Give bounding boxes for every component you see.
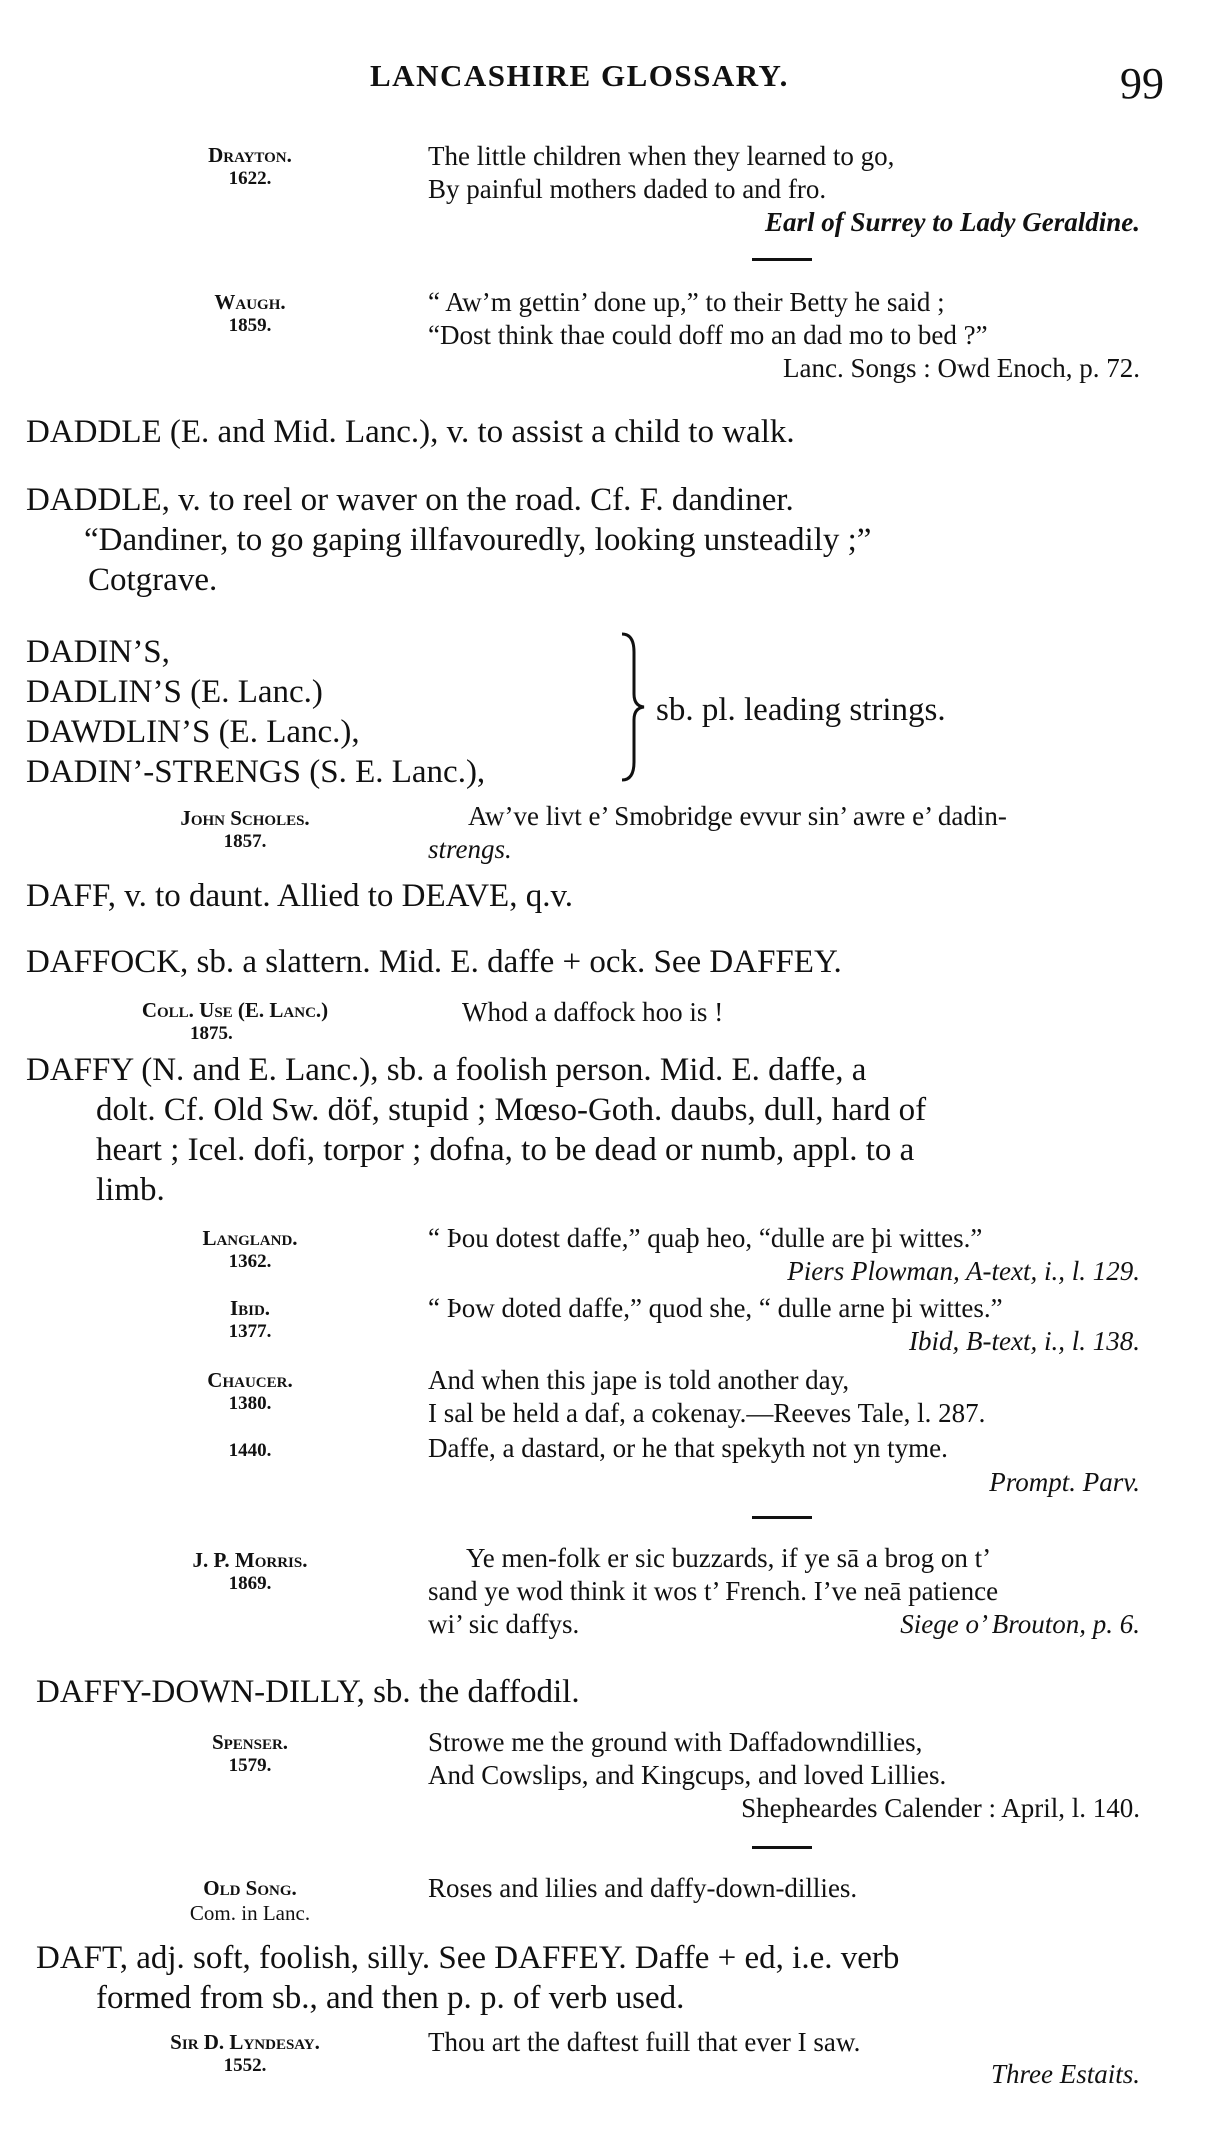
section-rule [752, 1516, 812, 1519]
quote-citation-langland: Piers Plowman, A-text, i., l. 129. [787, 1256, 1140, 1286]
quote-text-lyndesay: Thou art the daftest fuill that ever I saw. [428, 2027, 861, 2057]
quote-text-langland: “ Þou dotest daffe,” quaþ heo, “dulle are þi wittes.” [428, 1223, 983, 1253]
quote-citation-1440: Prompt. Parv. [989, 1467, 1140, 1497]
quote-source-1440: 1440. [228, 1440, 272, 1461]
quote-citation-waugh: Lanc. Songs : Owd Enoch, p. 72. [783, 353, 1140, 383]
quote-text-1440: Daffe, a dastard, or he that spekyth not yn tyme. [428, 1433, 948, 1463]
quote-text-old-song: Roses and lilies and daffy-down-dillies. [428, 1873, 858, 1903]
entry-daffy: DAFFY (N. and E. Lanc.), sb. a foolish person. Mid. E. daffe, a dolt. Cf. Old Sw. döf, stupid ; Mœso-Goth. daubs, dull, hard of heart ; Icel. dofi, torpor ; dofna, to be dead or numb, appl. to a limb. [26, 1052, 927, 1208]
quote-source-coll-use: Coll. Use (E. Lanc.) 1875. [141, 998, 329, 1044]
grouping-brace [620, 632, 646, 782]
quote-source-lyndesay: Sir D. Lyndesay. 1552. [170, 2030, 320, 2076]
quote-text-chaucer: And when this jape is told another day, I sal be held a daf, a cokenay.—Reeves Tale, l. 287. [428, 1365, 986, 1428]
quote-text-scholes: Aw’ve livt e’ Smobridge evvur sin’ awre e’ dadin- strengs. [428, 801, 1007, 864]
quote-citation-lyndesay: Three Estaits. [990, 2059, 1140, 2089]
section-rule [752, 258, 812, 261]
quote-citation-spenser: Shepheardes Calender : April, l. 140. [741, 1793, 1140, 1823]
entry-daff: DAFF, v. to daunt. Allied to DEAVE, q.v. [26, 878, 574, 914]
quote-source-chaucer: Chaucer. 1380. [207, 1368, 293, 1414]
entry-daft: DAFT, adj. soft, foolish, silly. See DAFFEY. Daffe + ed, i.e. verb formed from sb., and then p. p. of verb used. [36, 1940, 900, 2016]
quote-text-coll-use: Whod a daffock hoo is ! [462, 997, 724, 1027]
quote-source-ibid: Ibid. 1377. [228, 1296, 272, 1342]
quote-source-drayton: Drayton. 1622. [208, 143, 292, 189]
running-header: LANCASHIRE GLOSSARY. [370, 58, 789, 93]
quote-source-old-song: Old Song. Com. in Lanc. [189, 1876, 311, 1925]
entry-dadins-forms: DADIN’S, DADLIN’S (E. Lanc.) DAWDLIN’S (E. Lanc.), DADIN’-STRENGS (S. E. Lanc.), [26, 634, 486, 790]
quote-text-morris: Ye men-folk er sic buzzards, if ye sā a brog on t’ sand ye wod think it wos t’ French. I’ve neā patience wi’ sic daffys. [428, 1543, 999, 1639]
quote-text-ibid: “ Þow doted daffe,” quod she, “ dulle arne þi wittes.” [428, 1293, 1003, 1323]
quote-citation-drayton: Earl of Surrey to Lady Geraldine. [765, 207, 1140, 237]
quote-source-waugh: Waugh. 1859. [214, 290, 286, 336]
page-number: 99 [1120, 59, 1164, 108]
entry-daddle-2: DADDLE, v. to reel or waver on the road. Cf. F. dandiner. “Dandiner, to go gaping illfavouredly, looking unsteadily ;” Cotgrave. [26, 482, 872, 598]
quote-text-spenser: Strowe me the ground with Daffadowndillies, And Cowslips, and Kingcups, and loved Lillies. [428, 1727, 947, 1790]
quote-source-langland: Langland. 1362. [202, 1226, 298, 1272]
quote-source-scholes: John Scholes. 1857. [180, 806, 310, 852]
quote-citation-ibid: Ibid, B-text, i., l. 138. [909, 1326, 1140, 1356]
section-rule [752, 1846, 812, 1849]
entry-daddle-1: DADDLE (E. and Mid. Lanc.), v. to assist a child to walk. [26, 414, 795, 450]
quote-text-waugh: “ Aw’m gettin’ done up,” to their Betty he said ; “Dost think thae could doff mo an dad mo to bed ?” [428, 287, 988, 350]
entry-dadins-definition: sb. pl. leading strings. [656, 692, 946, 728]
quote-text-drayton: The little children when they learned to go, By painful mothers daded to and fro. [428, 141, 895, 204]
entry-daffock: DAFFOCK, sb. a slattern. Mid. E. daffe + ock. See DAFFEY. [26, 944, 842, 980]
entry-daffy-down-dilly: DAFFY-DOWN-DILLY, sb. the daffodil. [36, 1674, 580, 1710]
quote-source-morris: J. P. Morris. 1869. [192, 1548, 308, 1594]
quote-citation-morris: Siege o’ Brouton, p. 6. [900, 1609, 1140, 1639]
quote-source-spenser: Spenser. 1579. [211, 1730, 289, 1776]
